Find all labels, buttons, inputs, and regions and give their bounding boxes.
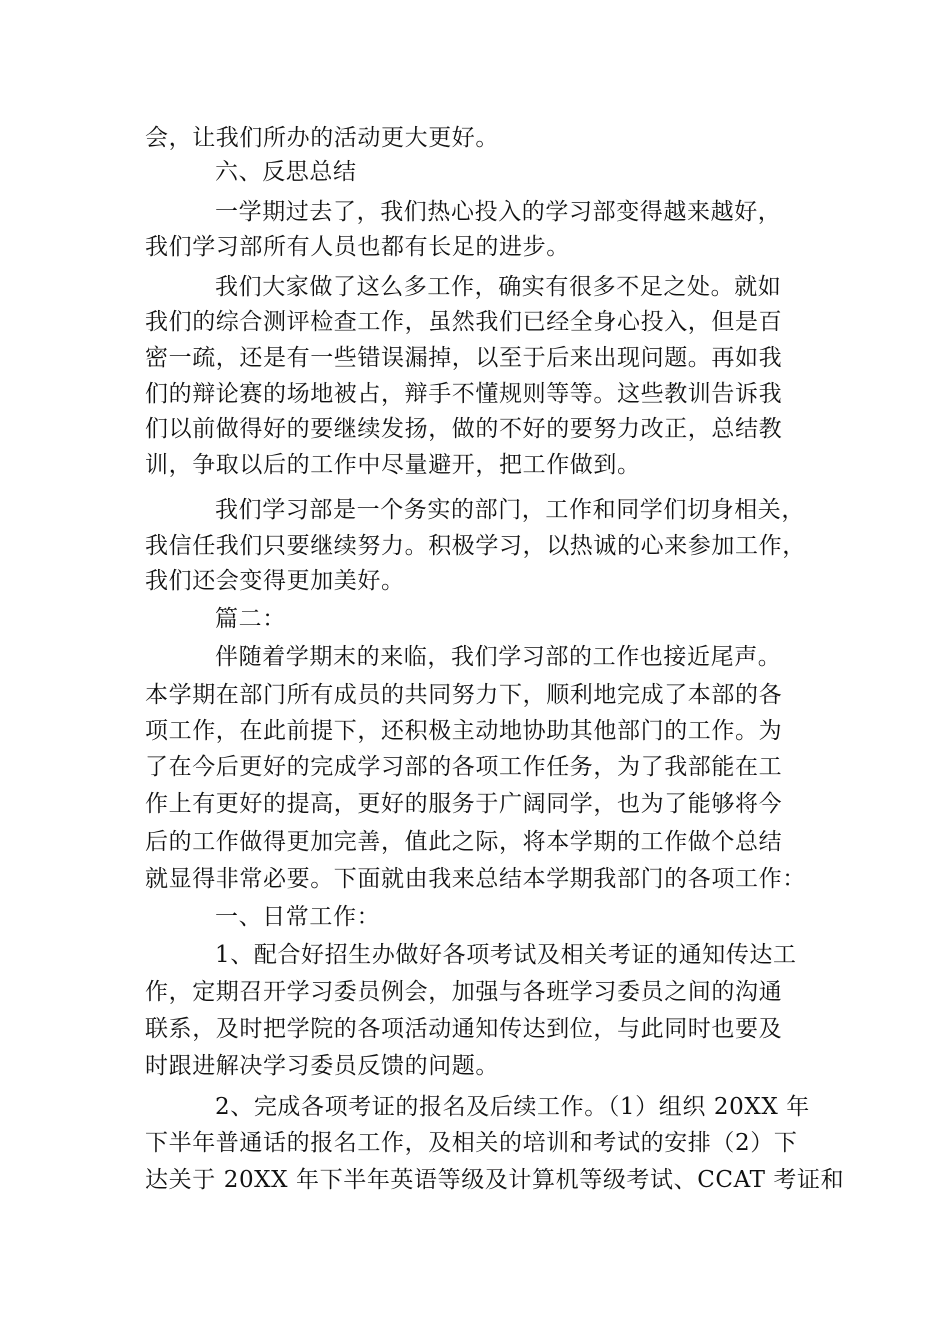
paragraph-line: 本学期在部门所有成员的共同努力下，顺利地完成了本部的各 (145, 682, 783, 708)
section-heading-reflection: 六、反思总结 (215, 159, 357, 185)
paragraph-line: 下半年普通话的报名工作，及相关的培训和考试的安排（2）下 (145, 1130, 798, 1156)
paragraph-line: 后的工作做得更加完善，值此之际，将本学期的工作做个总结 (145, 829, 783, 855)
paragraph-line: 就显得非常必要。下面就由我来总结本学期我部门的各项工作： (145, 866, 806, 892)
paragraph-line: 密一疏，还是有一些错误漏掉，以至于后来出现问题。再如我 (145, 345, 783, 371)
paragraph-line: 达关于 20XX 年下半年英语等级及计算机等级考试、CCAT 考证和 (145, 1167, 845, 1193)
section-heading-daily-work: 一、日常工作： (215, 904, 381, 930)
paragraph-line: 我们的综合测评检查工作，虽然我们已经全身心投入，但是百 (145, 309, 783, 335)
paragraph-line: 伴随着学期末的来临，我们学习部的工作也接近尾声。 (215, 644, 782, 670)
paragraph-line: 训，争取以后的工作中尽量避开，把工作做到。 (145, 452, 641, 478)
paragraph-line: 我们大家做了这么多工作，确实有很多不足之处。就如 (215, 274, 782, 300)
paragraph-line: 一学期过去了，我们热心投入的学习部变得越来越好， (215, 199, 782, 225)
paragraph-line: 联系，及时把学院的各项活动通知传达到位，与此同时也要及 (145, 1016, 783, 1042)
paragraph-line: 2、完成各项考证的报名及后续工作。（1）组织 20XX 年 (215, 1094, 810, 1120)
paragraph-line: 我信任我们只要继续努力。积极学习，以热诚的心来参加工作， (145, 533, 806, 559)
paragraph-line: 作，定期召开学习委员例会，加强与各班学习委员之间的沟通 (145, 979, 783, 1005)
paragraph-line: 会，让我们所办的活动更大更好。 (145, 125, 499, 151)
paragraph-line: 们以前做得好的要继续发扬，做的不好的要努力改正，总结教 (145, 416, 783, 442)
paragraph-line: 们的辩论赛的场地被占，辩手不懂规则等等。这些教训告诉我 (145, 381, 783, 407)
paragraph-line: 我们学习部所有人员也都有长足的进步。 (145, 234, 570, 260)
paragraph-line: 我们学习部是一个务实的部门，工作和同学们切身相关， (215, 497, 805, 523)
paragraph-line: 作上有更好的提高，更好的服务于广阔同学，也为了能够将今 (145, 791, 783, 817)
section-heading-part-two: 篇二： (215, 606, 286, 632)
paragraph-line: 我们还会变得更加美好。 (145, 568, 405, 594)
paragraph-line: 1、配合好招生办做好各项考试及相关考证的通知传达工 (215, 942, 797, 968)
paragraph-line: 时跟进解决学习委员反馈的问题。 (145, 1053, 499, 1079)
paragraph-line: 了在今后更好的完成学习部的各项工作任务，为了我部能在工 (145, 754, 783, 780)
paragraph-line: 项工作，在此前提下，还积极主动地协助其他部门的工作。为 (145, 718, 783, 744)
